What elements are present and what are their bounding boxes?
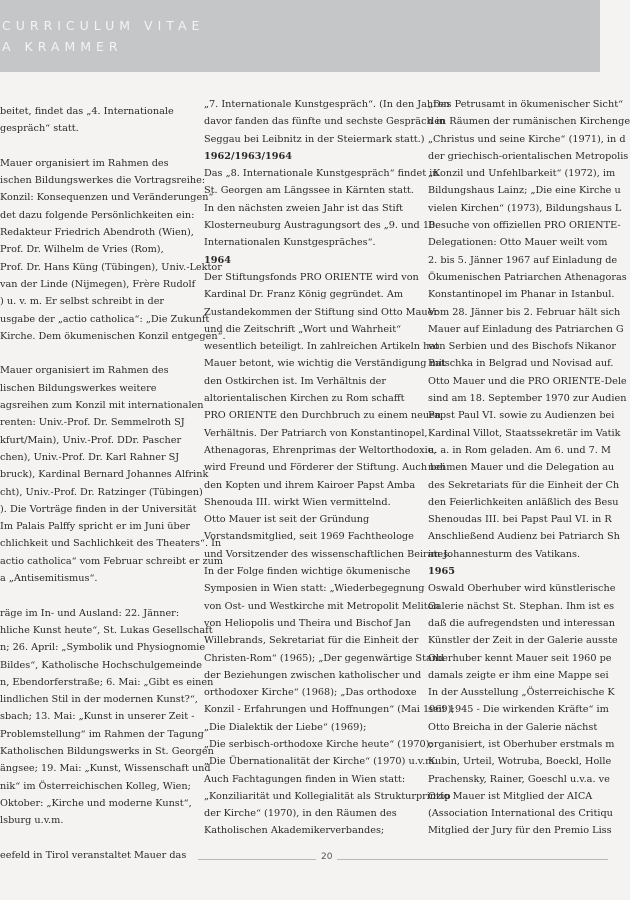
text-line: Prof. Dr. Hans Küng (Tübingen), Univ.-Lektor xyxy=(0,261,222,273)
page-number: 20 xyxy=(316,852,337,862)
text-line: Internationalen Kunstgespräches“. xyxy=(204,237,376,249)
text-line: Ökumenischen Patriarchen Athenagoras xyxy=(428,271,627,283)
text-line: von Serbien und des Bischofs Nikanor xyxy=(428,341,616,353)
text-line: In der Folge finden wichtige ökumenische xyxy=(204,566,411,578)
text-line: beitet, findet das „4. Internationale xyxy=(0,106,174,117)
text-line: Mauer auf Einladung des Patriarchen G xyxy=(428,323,624,335)
text-line: Katholischen Bildungswerks in St. Georgen xyxy=(0,745,214,757)
text-line: gespräch“ statt. xyxy=(0,123,79,135)
text-line: Zustandekommen der Stiftung sind Otto Mauer xyxy=(204,306,438,318)
text-line: Shenoudas III. bei Papst Paul VI. in R xyxy=(428,514,612,526)
text-line: Konzil - Erfahrungen und Hoffnungen“ (Mai 1969); xyxy=(204,704,455,716)
text-line: räge im In- und Ausland: 22. Jänner: xyxy=(0,607,180,619)
text-line: hliche Kunst heute“, St. Lukas Gesellschaft xyxy=(0,624,213,636)
text-line: Klosterneuburg Austragungsort des „9. und 10. xyxy=(204,220,439,232)
text-line: Oswald Oberhuber wird künstlerische xyxy=(428,583,616,595)
text-line: cht), Univ.-Prof. Dr. Ratzinger (Tübingen) xyxy=(0,486,203,498)
text-line: Konstantinopel im Phanar in Istanbul. xyxy=(428,289,615,301)
text-line: eefeld in Tirol veranstaltet Mauer das xyxy=(0,849,187,861)
year-heading: 1964 xyxy=(204,254,231,266)
text-line: Symposien in Wien statt: „Wiederbegegnung xyxy=(204,583,425,595)
text-line: In der Ausstellung „Österreichische K xyxy=(428,687,615,699)
text-line: Bildungshaus Lainz; „Die eine Kirche u xyxy=(428,185,621,197)
text-line: Willebrands, Sekretariat für die Einheit der xyxy=(204,635,419,647)
year-heading: 1965 xyxy=(428,566,455,578)
text-line: kfurt/Main), Univ.-Prof. DDr. Pascher xyxy=(0,434,182,446)
text-line: den Ostkirchen ist. Im Verhältnis der xyxy=(204,375,387,387)
text-line: Redakteur Friedrich Abendroth (Wien), xyxy=(0,227,194,239)
text-line: „7. Internationale Kunstgespräch“. (In den Jahren xyxy=(204,99,450,110)
text-line: lindlichen Stil in der modernen Kunst?“, xyxy=(0,694,198,706)
text-line: ängsee; 19. Mai: „Kunst, Wissenschaft und xyxy=(0,763,211,775)
text-line: (Association International des Critiqu xyxy=(428,808,613,820)
text-line: n, Ebendorferstraße; 6. Mai: „Gibt es einen xyxy=(0,676,214,688)
text-line: Das „8. Internationale Kunstgespräch“ findet in xyxy=(204,168,439,180)
text-line: „Konzil und Unfehlbarkeit“ (1972), im xyxy=(428,168,616,180)
text-line: St. Georgen am Längssee in Kärnten statt. xyxy=(204,185,414,197)
text-line: ). Die Vorträge finden in der Universität xyxy=(0,503,197,515)
text-line: Vorstandsmitglied, seit 1969 Fachtheologe xyxy=(204,531,414,543)
text-column-right xyxy=(428,96,630,840)
text-line: Mauer organisiert im Rahmen des xyxy=(0,365,169,377)
section-subtitle: A KRAMMER xyxy=(2,39,123,54)
text-line: Kardinal Dr. Franz König gegründet. Am xyxy=(204,289,404,301)
text-line: „Die serbisch-orthodoxe Kirche heute“ (1970); xyxy=(204,738,433,750)
text-line: Im Palais Palffy spricht er im Juni über xyxy=(0,521,191,533)
text-line: „Die Dialektik der Liebe“ (1969); xyxy=(204,721,367,733)
text-line: organisiert, ist Oberhuber erstmals m xyxy=(428,738,615,750)
text-line: ischen Bildungswerkes die Vortragsreihe: xyxy=(0,175,206,187)
text-line: von Ost- und Westkirche mit Metropolit Meliton xyxy=(204,600,440,612)
text-line: Verhältnis. Der Patriarch von Konstantinopel, xyxy=(204,427,428,439)
section-title: CURRICULUM VITAE xyxy=(2,18,205,33)
text-line: PRO ORIENTE den Durchbruch zu einem neuen xyxy=(204,410,442,422)
text-line: Mauer organisiert im Rahmen des xyxy=(0,157,169,169)
text-line: den Kopten und ihrem Kairoer Papst Amba xyxy=(204,479,416,491)
text-line: vielen Kirchen“ (1973), Bildungshaus L xyxy=(428,202,622,214)
text-line: Mauer betont, wie wichtig die Verständigung mit xyxy=(204,358,446,370)
paragraph-gap xyxy=(0,829,193,846)
year-heading: 1962/1963/1964 xyxy=(204,150,292,162)
footer-divider xyxy=(198,859,608,860)
text-line: usgabe der „actio catholica“: „Die Zukunft xyxy=(0,313,210,325)
text-line: damals zeigte er ihm eine Mappe sei xyxy=(428,669,609,681)
text-line: van der Linde (Nijmegen), Frère Rudolf xyxy=(0,278,196,290)
text-line: altorientalischen Kirchen zu Rom schafft xyxy=(204,393,405,405)
text-line: „Konziliarität und Kollegialität als Strukturprinzip xyxy=(204,790,451,802)
text-line: Galerie nächst St. Stephan. Ihm ist es xyxy=(428,600,615,612)
text-line: det dazu folgende Persönlichkeiten ein: xyxy=(0,209,195,221)
text-line: Künstler der Zeit in der Galerie ausste xyxy=(428,635,618,647)
text-line: Oktober: „Kirche und moderne Kunst“, xyxy=(0,797,192,809)
text-line: der Beziehungen zwischen katholischer und xyxy=(204,669,422,681)
text-line: und die Zeitschrift „Wort und Wahrheit“ xyxy=(204,323,402,335)
text-line: 2. bis 5. Jänner 1967 auf Einladung de xyxy=(428,254,618,266)
text-line: Delegationen: Otto Mauer weilt vom xyxy=(428,237,608,249)
text-line: Problemstellung“ im Rahmen der Tagung xyxy=(0,728,204,740)
text-line: Oberhuber kennt Mauer seit 1960 pe xyxy=(428,652,612,664)
text-line: Anschließend Audienz bei Patriarch Sh xyxy=(428,531,620,543)
text-line: Otto Breicha in der Galerie nächst xyxy=(428,721,598,733)
text-line: Christen-Rom“ (1965); „Der gegenwärtige Stand xyxy=(204,652,445,664)
text-line: Kardinal Villot, Staatssekretär im Vatik xyxy=(428,427,621,439)
text-line: Papst Paul VI. sowie zu Audienzen bei xyxy=(428,410,615,422)
text-line: Konzil: Konsequenzen und Veränderungen“ xyxy=(0,192,214,204)
text-line: Kirche. Dem ökumenischen Konzil entgegen“. xyxy=(0,330,226,342)
text-line: u. a. in Rom geladen. Am 6. und 7. M xyxy=(428,444,611,456)
text-line: Seggau bei Leibnitz in der Steiermark statt.) xyxy=(204,133,425,145)
text-line: orthodoxer Kirche“ (1968); „Das orthodoxe xyxy=(204,687,417,699)
text-line: wird Freund und Förderer der Stiftung. Auch bei xyxy=(204,462,446,474)
text-line: „Die Übernationalität der Kirche“ (1970) u.v.m. xyxy=(204,756,438,768)
text-line: Auch Fachtagungen finden in Wien statt: xyxy=(204,773,406,785)
text-line: Katholischen Akademikerverbandes; xyxy=(204,825,385,837)
text-column-middle xyxy=(204,96,455,840)
paragraph-gap xyxy=(0,138,193,155)
text-line: und Vorsitzender des wissenschaftlichen Beirates. xyxy=(204,548,452,560)
text-line: Kubin, Urteil, Wotruba, Boeckl, Holle xyxy=(428,756,612,768)
text-line: Mitglied der Jury für den Premio Liss xyxy=(428,825,612,837)
text-line: Otto Mauer und die PRO ORIENTE-Dele xyxy=(428,375,627,387)
text-line: nik“ im Österreichischen Kolleg, Wien; xyxy=(0,780,191,792)
text-line: sbach; 13. Mai: „Kunst in unserer Zeit - xyxy=(0,711,195,723)
header-banner xyxy=(0,0,600,72)
text-line: im Johannesturm des Vatikans. xyxy=(428,548,581,560)
text-line: den Feierlichkeiten anläßlich des Besu xyxy=(428,496,619,508)
text-line: renten: Univ.-Prof. Dr. Semmelroth SJ xyxy=(0,417,185,429)
paragraph-gap xyxy=(0,345,193,362)
text-line: Batschka in Belgrad und Novisad auf. xyxy=(428,358,614,370)
text-line: der griechisch-orientalischen Metropolis xyxy=(428,150,629,162)
text-line: a „Antisemitismus“. xyxy=(0,573,98,585)
text-line: des Sekretariats für die Einheit der Ch xyxy=(428,479,620,491)
text-line: In den nächsten zweien Jahr ist das Stift xyxy=(204,202,404,214)
text-line: „Das Petrusamt in ökumenischer Sicht“ xyxy=(428,99,624,110)
text-line: Besuche von offiziellen PRO ORIENTE- xyxy=(428,220,621,232)
text-line: Otto Mauer ist Mitglied der AICA xyxy=(428,790,593,802)
text-line: der Kirche“ (1970), in den Räumen des xyxy=(204,808,397,820)
text-line: lsburg u.v.m. xyxy=(0,815,64,827)
text-line: wesentlich beteiligt. In zahlreichen Artikeln hat xyxy=(204,341,439,353)
text-line: agsreihen zum Konzil mit internationalen xyxy=(0,400,204,412)
text-line: daß die aufregendsten und interessan xyxy=(428,617,615,629)
text-line: nehmen Mauer und die Delegation au xyxy=(428,462,615,474)
text-line: Athenagoras, Ehrenprimas der Weltorthodoxie, xyxy=(204,444,437,456)
paragraph-gap xyxy=(0,587,193,604)
text-line: Shenouda III. wirkt Wien vermittelnd. xyxy=(204,496,391,508)
text-line: n; 26. April: „Symbolik und Physiognomie xyxy=(0,642,206,654)
text-line: Vom 28. Jänner bis 2. Februar hält sich xyxy=(428,306,621,318)
text-line: „Christus und seine Kirche“ (1971), in d xyxy=(428,133,626,145)
text-line: sind am 18. September 1970 zur Audien xyxy=(428,393,627,405)
text-line: actio catholica“ vom Februar schreibt er zum xyxy=(0,555,223,567)
text-line: ) u. v. m. Er selbst schreibt in der xyxy=(0,296,165,308)
text-line: Bildes“, Katholische Hochschulgemeinde xyxy=(0,659,202,671)
text-line: Prachensky, Rainer, Goeschl u.v.a. ve xyxy=(428,773,610,785)
text-line: von Heliopolis und Theira und Bischof Jan xyxy=(204,617,411,629)
text-line: seit 1945 - Die wirkenden Kräfte“ im xyxy=(428,704,609,716)
text-line: davor fanden das fünfte und sechste Gespräch in xyxy=(204,116,446,128)
text-line: chlichkeit und Sachlichkeit des Theaters“. In xyxy=(0,538,222,550)
text-line: den Räumen der rumänischen Kirchenge xyxy=(428,116,630,128)
text-line: bruck), Kardinal Bernard Johannes Alfrink xyxy=(0,469,209,481)
text-line: chen), Univ.-Prof. Dr. Karl Rahner SJ xyxy=(0,451,180,463)
text-line: Otto Mauer ist seit der Gründung xyxy=(204,514,370,526)
text-line: lischen Bildungswerkes weitere xyxy=(0,382,157,394)
text-line: Prof. Dr. Wilhelm de Vries (Rom), xyxy=(0,244,164,256)
text-line: Der Stiftungsfonds PRO ORIENTE wird von xyxy=(204,271,419,283)
